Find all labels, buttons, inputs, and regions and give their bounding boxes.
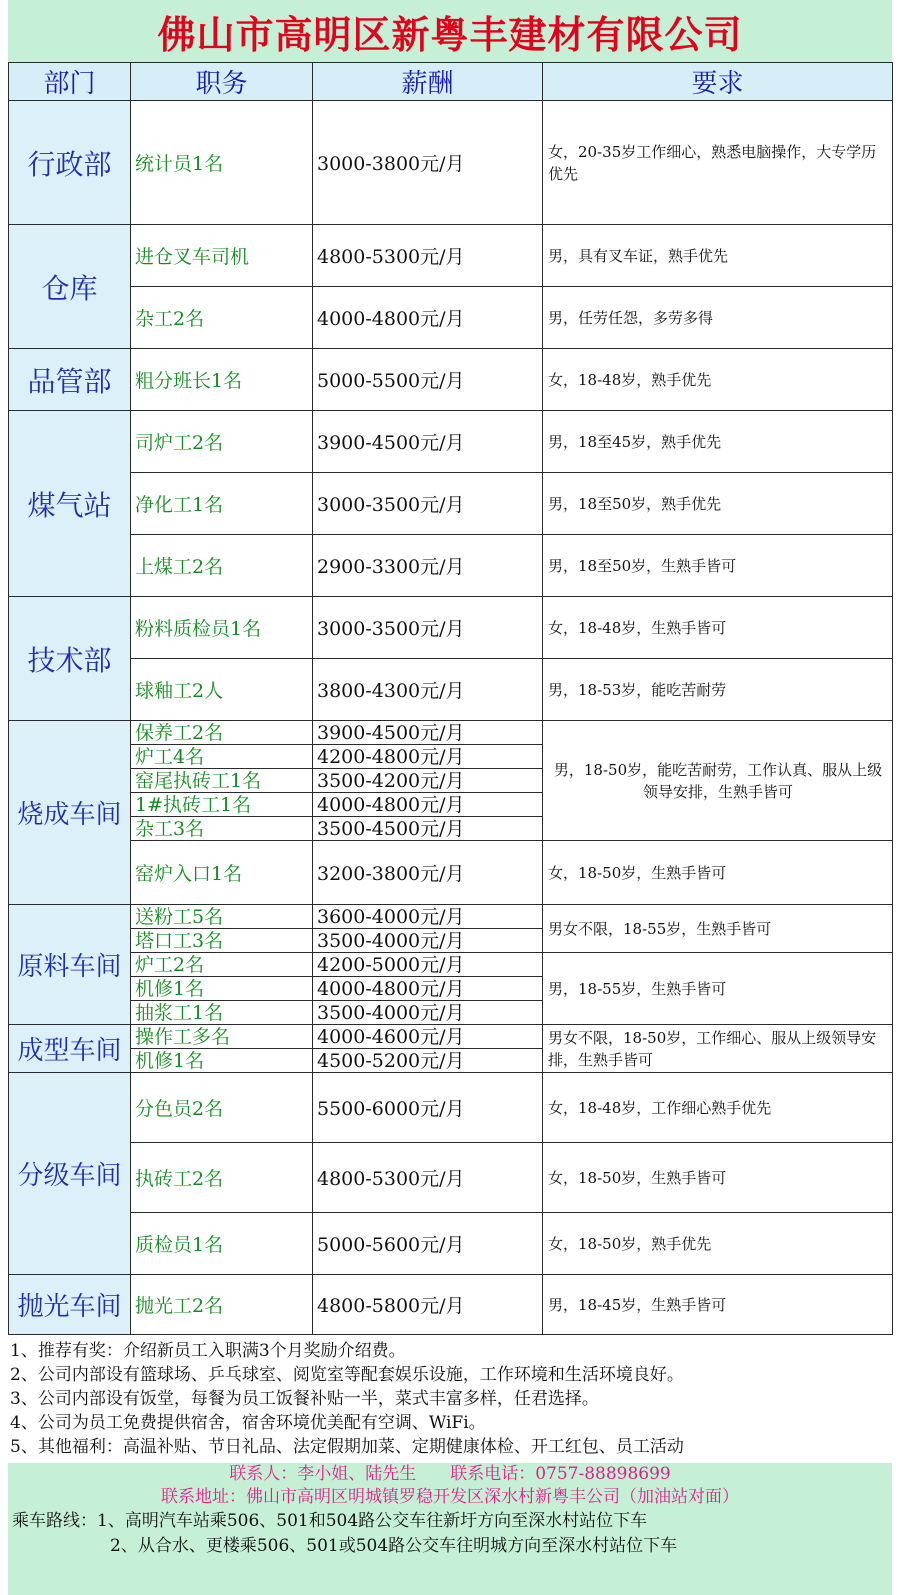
pay-cell: 3900-4500元/月 bbox=[313, 721, 543, 745]
job-cell: 执砖工2名 bbox=[131, 1143, 313, 1213]
job-cell: 粗分班长1名 bbox=[131, 349, 313, 411]
contact-band bbox=[8, 1463, 892, 1595]
pay-cell: 4000-4800元/月 bbox=[313, 977, 543, 1001]
note-line: 5、其他福利：高温补贴、节日礼品、法定假期加菜、定期健康体检、开工红包、员工活动 bbox=[10, 1437, 684, 1457]
header-pay: 薪酬 bbox=[313, 63, 543, 101]
pay-cell: 3500-4000元/月 bbox=[313, 1001, 543, 1025]
req-cell: 男，18至45岁，熟手优先 bbox=[543, 411, 893, 473]
job-cell: 球釉工2人 bbox=[131, 659, 313, 721]
pay-cell: 3500-4000元/月 bbox=[313, 929, 543, 953]
pay-cell: 3500-4200元/月 bbox=[313, 769, 543, 793]
table-row bbox=[9, 287, 893, 349]
job-cell: 窑尾执砖工1名 bbox=[131, 769, 313, 793]
job-cell: 1#执砖工1名 bbox=[131, 793, 313, 817]
pay-cell: 5000-5600元/月 bbox=[313, 1213, 543, 1275]
req-cell: 女，18-48岁，熟手优先 bbox=[543, 349, 893, 411]
table-row bbox=[9, 841, 893, 905]
pay-cell: 4800-5300元/月 bbox=[313, 225, 543, 287]
note-line: 1、推荐有奖：介绍新员工入职满3个月奖励介绍费。 bbox=[10, 1341, 406, 1361]
job-cell: 上煤工2名 bbox=[131, 535, 313, 597]
table-row bbox=[9, 535, 893, 597]
pay-cell: 4800-5800元/月 bbox=[313, 1275, 543, 1335]
dept-cell: 仓库 bbox=[9, 225, 131, 349]
job-cell: 塔口工3名 bbox=[131, 929, 313, 953]
job-cell: 质检员1名 bbox=[131, 1213, 313, 1275]
dept-cell: 烧成车间 bbox=[9, 721, 131, 905]
dept-cell: 原料车间 bbox=[9, 905, 131, 1025]
job-cell: 操作工多名 bbox=[131, 1025, 313, 1049]
job-cell: 抛光工2名 bbox=[131, 1275, 313, 1335]
table-row bbox=[9, 1073, 893, 1143]
dept-cell: 抛光车间 bbox=[9, 1275, 131, 1335]
req-cell: 男女不限，18-50岁，工作细心、服从上级领导安排，生熟手皆可 bbox=[543, 1025, 893, 1073]
pay-cell: 4000-4800元/月 bbox=[313, 287, 543, 349]
table-row bbox=[9, 659, 893, 721]
req-cell: 男，18至50岁，生熟手皆可 bbox=[543, 535, 893, 597]
dept-cell: 煤气站 bbox=[9, 411, 131, 597]
job-cell: 分色员2名 bbox=[131, 1073, 313, 1143]
job-cell: 粉料质检员1名 bbox=[131, 597, 313, 659]
job-cell: 送粉工5名 bbox=[131, 905, 313, 929]
pay-cell: 4500-5200元/月 bbox=[313, 1049, 543, 1073]
job-cell: 炉工4名 bbox=[131, 745, 313, 769]
pay-cell: 3800-4300元/月 bbox=[313, 659, 543, 721]
table-row bbox=[9, 473, 893, 535]
req-cell: 男女不限，18-55岁，生熟手皆可 bbox=[543, 905, 893, 953]
table-row bbox=[9, 349, 893, 411]
req-cell: 女，18-50岁，生熟手皆可 bbox=[543, 1143, 893, 1213]
pay-cell: 3500-4500元/月 bbox=[313, 817, 543, 841]
req-cell: 女，18-50岁，生熟手皆可 bbox=[543, 841, 893, 905]
job-cell: 炉工2名 bbox=[131, 953, 313, 977]
note-line: 2、公司内部设有篮球场、乒乓球室、阅览室等配套娱乐设施，工作环境和生活环境良好。 bbox=[10, 1365, 684, 1385]
pay-cell: 4000-4800元/月 bbox=[313, 793, 543, 817]
job-cell: 统计员1名 bbox=[131, 101, 313, 225]
dept-cell: 品管部 bbox=[9, 349, 131, 411]
dept-cell: 技术部 bbox=[9, 597, 131, 721]
header-job: 职务 bbox=[131, 63, 313, 101]
pay-cell: 4800-5300元/月 bbox=[313, 1143, 543, 1213]
bus-route-2: 2、从合水、更楼乘506、501或504路公交车往明城方向至深水村站位下车 bbox=[110, 1536, 678, 1556]
pay-cell: 3000-3500元/月 bbox=[313, 473, 543, 535]
table-header bbox=[9, 63, 893, 101]
pay-cell: 5000-5500元/月 bbox=[313, 349, 543, 411]
job-cell: 杂工2名 bbox=[131, 287, 313, 349]
table-row bbox=[9, 101, 893, 225]
dept-cell: 行政部 bbox=[9, 101, 131, 225]
recruitment-poster bbox=[8, 0, 892, 1595]
job-cell: 净化工1名 bbox=[131, 473, 313, 535]
req-cell: 男，具有叉车证，熟手优先 bbox=[543, 225, 893, 287]
header-dept: 部门 bbox=[9, 63, 131, 101]
header-req: 要求 bbox=[543, 63, 893, 101]
req-cell: 男，18-55岁，生熟手皆可 bbox=[543, 953, 893, 1025]
dept-cell: 分级车间 bbox=[9, 1073, 131, 1275]
job-cell: 机修1名 bbox=[131, 1049, 313, 1073]
req-cell: 男，18至50岁，熟手优先 bbox=[543, 473, 893, 535]
pay-cell: 3600-4000元/月 bbox=[313, 905, 543, 929]
bus-route-1: 乘车路线：1、高明汽车站乘506、501和504路公交车往新圩方向至深水村站位下车 bbox=[12, 1511, 648, 1531]
table-row bbox=[9, 721, 893, 745]
req-cell: 女，18-50岁，熟手优先 bbox=[543, 1213, 893, 1275]
table-row bbox=[9, 597, 893, 659]
table-row bbox=[9, 905, 893, 929]
job-cell: 进仓叉车司机 bbox=[131, 225, 313, 287]
pay-cell: 4000-4600元/月 bbox=[313, 1025, 543, 1049]
job-cell: 窑炉入口1名 bbox=[131, 841, 313, 905]
job-table bbox=[8, 62, 893, 1335]
table-row bbox=[9, 1143, 893, 1213]
req-cell: 女，18-48岁，工作细心熟手优先 bbox=[543, 1073, 893, 1143]
pay-cell: 4200-5000元/月 bbox=[313, 953, 543, 977]
job-cell: 司炉工2名 bbox=[131, 411, 313, 473]
table-row bbox=[9, 953, 893, 977]
pay-cell: 3000-3500元/月 bbox=[313, 597, 543, 659]
pay-cell: 3200-3800元/月 bbox=[313, 841, 543, 905]
job-cell: 抽浆工1名 bbox=[131, 1001, 313, 1025]
note-line: 4、公司为员工免费提供宿舍，宿舍环境优美配有空调、WiFi。 bbox=[10, 1413, 486, 1433]
req-cell: 男，任劳任怨，多劳多得 bbox=[543, 287, 893, 349]
table-row bbox=[9, 225, 893, 287]
table-row bbox=[9, 1025, 893, 1049]
job-cell: 机修1名 bbox=[131, 977, 313, 1001]
benefits-notes bbox=[8, 1335, 892, 1462]
pay-cell: 3900-4500元/月 bbox=[313, 411, 543, 473]
table-row bbox=[9, 1213, 893, 1275]
table-row bbox=[9, 411, 893, 473]
contact-people: 联系人：李小姐、陆先生 联系电话：0757-88898699 bbox=[229, 1464, 671, 1484]
table-row bbox=[9, 1275, 893, 1335]
pay-cell: 5500-6000元/月 bbox=[313, 1073, 543, 1143]
job-cell: 杂工3名 bbox=[131, 817, 313, 841]
job-cell: 保养工2名 bbox=[131, 721, 313, 745]
pay-cell: 3000-3800元/月 bbox=[313, 101, 543, 225]
dept-cell: 成型车间 bbox=[9, 1025, 131, 1073]
pay-cell: 2900-3300元/月 bbox=[313, 535, 543, 597]
req-cell: 男，18-45岁，生熟手皆可 bbox=[543, 1275, 893, 1335]
company-title: 佛山市高明区新粤丰建材有限公司 bbox=[8, 0, 892, 62]
pay-cell: 4200-4800元/月 bbox=[313, 745, 543, 769]
req-cell: 男，18-50岁，能吃苦耐劳，工作认真、服从上级领导安排，生熟手皆可 bbox=[543, 721, 893, 841]
contact-address: 联系地址：佛山市高明区明城镇罗稳开发区深水村新粤丰公司（加油站对面） bbox=[161, 1487, 739, 1507]
req-cell: 女，18-48岁，生熟手皆可 bbox=[543, 597, 893, 659]
req-cell: 女，20-35岁工作细心，熟悉电脑操作，大专学历优先 bbox=[543, 101, 893, 225]
note-line: 3、公司内部设有饭堂，每餐为员工饭餐补贴一半，菜式丰富多样，任君选择。 bbox=[10, 1389, 599, 1409]
req-cell: 男，18-53岁，能吃苦耐劳 bbox=[543, 659, 893, 721]
